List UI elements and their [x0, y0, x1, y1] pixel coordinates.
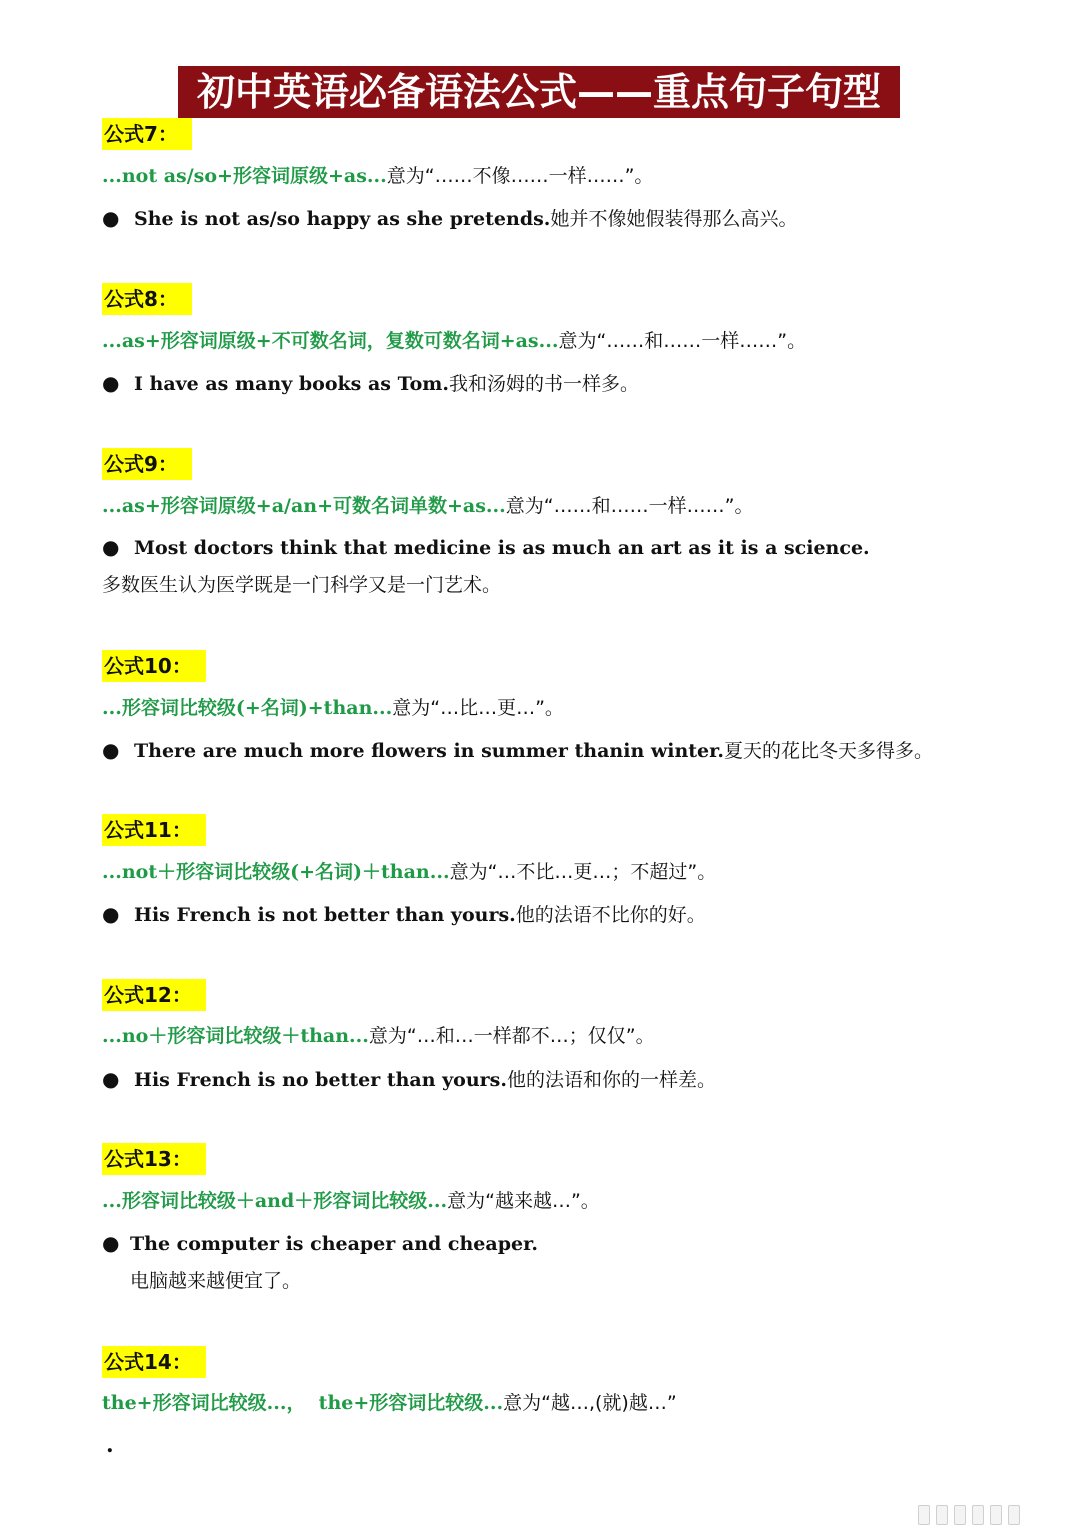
bullet-icon: ●	[102, 371, 120, 395]
formula-12	[102, 1022, 655, 1050]
formula-meaning: 意为“……不像……一样……”。	[386, 165, 654, 187]
formula-label-11: 公式11：	[102, 814, 206, 846]
bullet-icon: ●	[102, 1067, 120, 1091]
example-7	[102, 204, 797, 233]
bullet-icon: ●	[102, 206, 120, 230]
formula-7	[102, 162, 653, 190]
example-english: Most doctors think that medicine is as much an art as it is a science.	[134, 537, 870, 559]
page-toolbar	[918, 1504, 1060, 1526]
formula-label-14: 公式14：	[102, 1346, 206, 1378]
formula-label-13: 公式13：	[102, 1143, 206, 1175]
formula-meaning: 意为“越来越…”。	[447, 1190, 600, 1212]
example-chinese: 电脑越来越便宜了。	[130, 1270, 302, 1292]
toolbar-handle-icon[interactable]	[972, 1505, 984, 1525]
example-english: His French is not better than yours.	[134, 904, 516, 926]
toolbar-handle-icon[interactable]	[1008, 1505, 1020, 1525]
toolbar-handle-icon[interactable]	[954, 1505, 966, 1525]
formula-meaning: 意为“……和……一样……”。	[505, 495, 754, 517]
toolbar-handle-icon[interactable]	[936, 1505, 948, 1525]
example-10	[102, 736, 933, 765]
formula-14	[102, 1389, 677, 1417]
example-12	[102, 1065, 716, 1094]
formula-11	[102, 858, 716, 886]
example-8	[102, 369, 639, 398]
formula-pattern: ...no＋形容词比较级＋than...	[102, 1025, 369, 1047]
formula-8	[102, 327, 806, 355]
page-title: 初中英语必备语法公式——重点句子句型	[178, 66, 900, 118]
toolbar-handle-icon[interactable]	[990, 1505, 1002, 1525]
example-chinese: 夏天的花比冬天多得多。	[724, 740, 934, 762]
bullet-icon: ●	[102, 535, 120, 559]
formula-label-12: 公式12：	[102, 979, 206, 1011]
formula-9	[102, 492, 753, 520]
example-chinese: 多数医生认为医学既是一门科学又是一门艺术。	[102, 574, 502, 596]
formula-10	[102, 694, 564, 722]
example-chinese: 他的法语和你的一样差。	[507, 1069, 717, 1091]
formula-meaning: 意为“……和……一样……”。	[558, 330, 807, 352]
example-english: The computer is cheaper and cheaper.	[130, 1233, 538, 1255]
formula-pattern: ...not as/so+形容词原级+as...	[102, 165, 387, 187]
example-chinese: 她并不像她假装得那么高兴。	[550, 208, 798, 230]
bullet-icon: ●	[102, 902, 120, 926]
formula-pattern: ...as+形容词原级+a/an+可数名词单数+as...	[102, 495, 506, 517]
formula-pattern: the+形容词比较级...， the+形容词比较级...	[102, 1392, 504, 1414]
formula-pattern: ...not＋形容词比较级(+名词)＋than...	[102, 861, 450, 883]
formula-pattern: ...as+形容词原级+不可数名词，复数可数名词+as...	[102, 330, 559, 352]
formula-13	[102, 1187, 600, 1215]
formula-meaning: 意为“…和…一样都不…；仅仅”。	[368, 1025, 655, 1047]
formula-meaning: 意为“越…,(就)越…”	[503, 1392, 677, 1414]
bullet-icon: ●	[102, 738, 120, 762]
example-chinese: 他的法语不比你的好。	[515, 904, 706, 926]
example-english: I have as many books as Tom.	[134, 373, 449, 395]
example-english: There are much more flowers in summer thanin winter.	[134, 740, 725, 762]
example-13	[102, 1229, 538, 1258]
example-9	[102, 533, 870, 562]
bullet-icon: ●	[102, 1231, 120, 1255]
toolbar-handle-icon[interactable]	[918, 1505, 930, 1525]
formula-label-9: 公式9：	[102, 448, 192, 480]
formula-meaning: 意为“…比…更…”。	[392, 697, 564, 719]
formula-label-7: 公式7：	[102, 118, 192, 150]
example-11	[102, 900, 706, 929]
formula-label-10: 公式10：	[102, 650, 206, 682]
example-english: She is not as/so happy as she pretends.	[134, 208, 551, 230]
formula-pattern: ...形容词比较级(+名词)+than...	[102, 697, 393, 719]
formula-meaning: 意为“…不比…更…；不超过”。	[449, 861, 717, 883]
formula-pattern: ...形容词比较级＋and＋形容词比较级...	[102, 1190, 448, 1212]
formula-label-8: 公式8：	[102, 283, 192, 315]
example-english: His French is no better than yours.	[134, 1069, 507, 1091]
example-chinese: 我和汤姆的书一样多。	[448, 373, 639, 395]
trailing-mark: .	[106, 1432, 114, 1458]
